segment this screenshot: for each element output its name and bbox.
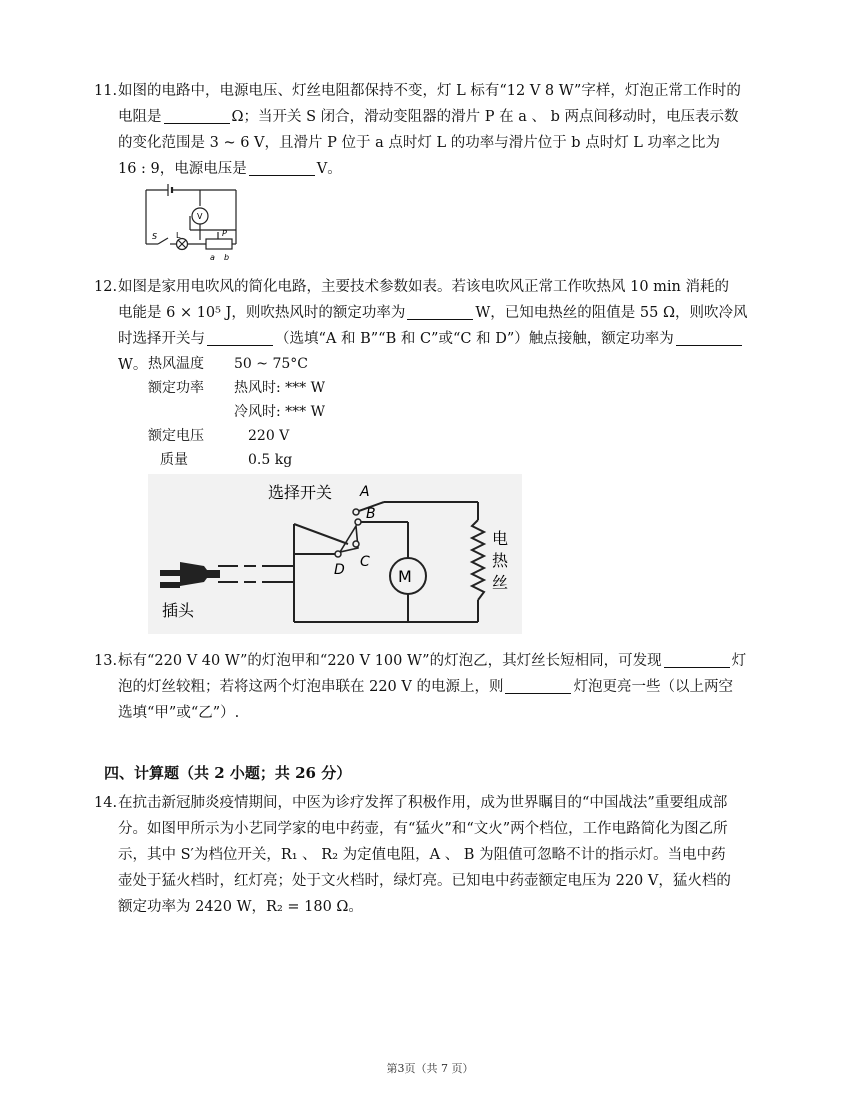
- hair-dryer-circuit-figure: [148, 474, 522, 634]
- voltmeter-label: V: [197, 212, 203, 221]
- answer-blank[interactable]: [207, 327, 273, 346]
- text-line: 在抗击新冠肺炎疫情期间，中医为诊疗发挥了积极作用，成为世界瞩目的“中国战法”重要组成部: [118, 795, 728, 811]
- contact-b-label: B: [366, 506, 376, 522]
- text-line: 选填“甲”或“乙”）.: [118, 705, 240, 721]
- question-number: 14.: [94, 795, 118, 811]
- contact-a-label: A: [360, 484, 370, 500]
- answer-blank[interactable]: [249, 157, 315, 176]
- contact-c-label: C: [360, 554, 370, 570]
- text-line: 的变化范围是 3 ~ 6 V，且滑片 P 位于 a 点时灯 L 的功率与滑片位于 b 点时灯 L 功率之比为: [118, 135, 721, 151]
- answer-blank[interactable]: [505, 675, 571, 694]
- motor-label: M: [398, 567, 412, 586]
- lamp-label: L: [176, 231, 181, 240]
- question-number: 11.: [94, 83, 118, 99]
- text-line: 示，其中 S′为档位开关，R₁ 、 R₂ 为定值电阻，A 、 B 为阻值可忽略不计的指示灯。当电中药: [118, 847, 726, 863]
- point-a-label: a: [210, 253, 215, 262]
- heater-label-2: 热: [492, 551, 509, 570]
- point-b-label: b: [224, 253, 230, 262]
- answer-blank[interactable]: [407, 301, 473, 320]
- table-row: 热风温度 50 ~ 75°C: [148, 356, 308, 372]
- answer-blank[interactable]: [676, 327, 742, 346]
- question-13: [94, 648, 760, 726]
- contact-d-label: D: [334, 562, 345, 578]
- page-footer: 第3页（共 7 页）: [386, 1062, 474, 1075]
- switch-label: S: [152, 232, 158, 241]
- circuit-figure-q11: [140, 182, 242, 264]
- text-line: 标有“220 V 40 W”的灯泡甲和“220 V 100 W”的灯泡乙，其灯丝长短相同，可发现 灯: [118, 648, 760, 674]
- text-line: 额定功率为 2420 W，R₂ = 180 Ω。: [118, 899, 363, 915]
- text-line: 分。如图甲所示为小艺同学家的电中药壶，有“猛火”和“文火”两个档位，工作电路简化为图乙所: [118, 821, 728, 837]
- plug-label: 插头: [162, 601, 195, 620]
- answer-blank[interactable]: [164, 105, 230, 124]
- text-line: 16 : 9，电源电压是 V。: [118, 156, 760, 182]
- text-line: 壶处于猛火档时，红灯亮；处于文火档时，绿灯亮。已知电中药壶额定电压为 220 V，猛火档的: [118, 873, 731, 889]
- question-number: 12.: [94, 279, 118, 295]
- section-heading: 四、计算题（共 2 小题；共 26 分）: [104, 764, 352, 782]
- selector-switch-label: 选择开关: [268, 483, 333, 502]
- question-14: [94, 790, 760, 920]
- table-row: 额定电压 220 V: [148, 428, 290, 444]
- table-row: 质量 0.5 kg: [160, 452, 293, 468]
- question-number: 13.: [94, 653, 118, 669]
- text-line: 泡的灯丝较粗；若将这两个灯泡串联在 220 V 的电源上，则 灯泡更亮一些（以上两空: [118, 674, 760, 700]
- text-line: 如图是家用电吹风的简化电路，主要技术参数如表。若该电吹风正常工作吹热风 10 min 消耗的: [118, 279, 730, 295]
- text-line: 电能是 6 × 10⁵ J，则吹热风时的额定功率为 W，已知电热丝的阻值是 55 Ω，则吹冷风: [118, 300, 760, 326]
- table-row: 额定功率 热风时: *** W: [148, 380, 326, 396]
- text-line: 如图的电路中，电源电压、灯丝电阻都保持不变，灯 L 标有“12 V 8 W”字样，灯泡正常工作时的: [118, 83, 741, 99]
- answer-blank[interactable]: [664, 649, 730, 668]
- text-line: 电阻是 Ω；当开关 S 闭合，滑动变阻器的滑片 P 在 a 、 b 两点间移动时，电压表示数: [118, 104, 760, 130]
- table-row: 冷风时: *** W: [234, 404, 326, 420]
- question-11: [94, 78, 760, 182]
- heater-label-3: 丝: [492, 573, 509, 592]
- text-line: 时选择开关与 （选填“A 和 B”“B 和 C”或“C 和 D”）触点接触，额定功率为W。: [118, 326, 760, 378]
- slider-label: P: [222, 229, 227, 238]
- spec-table: [148, 352, 488, 472]
- heater-label-1: 电: [492, 529, 509, 548]
